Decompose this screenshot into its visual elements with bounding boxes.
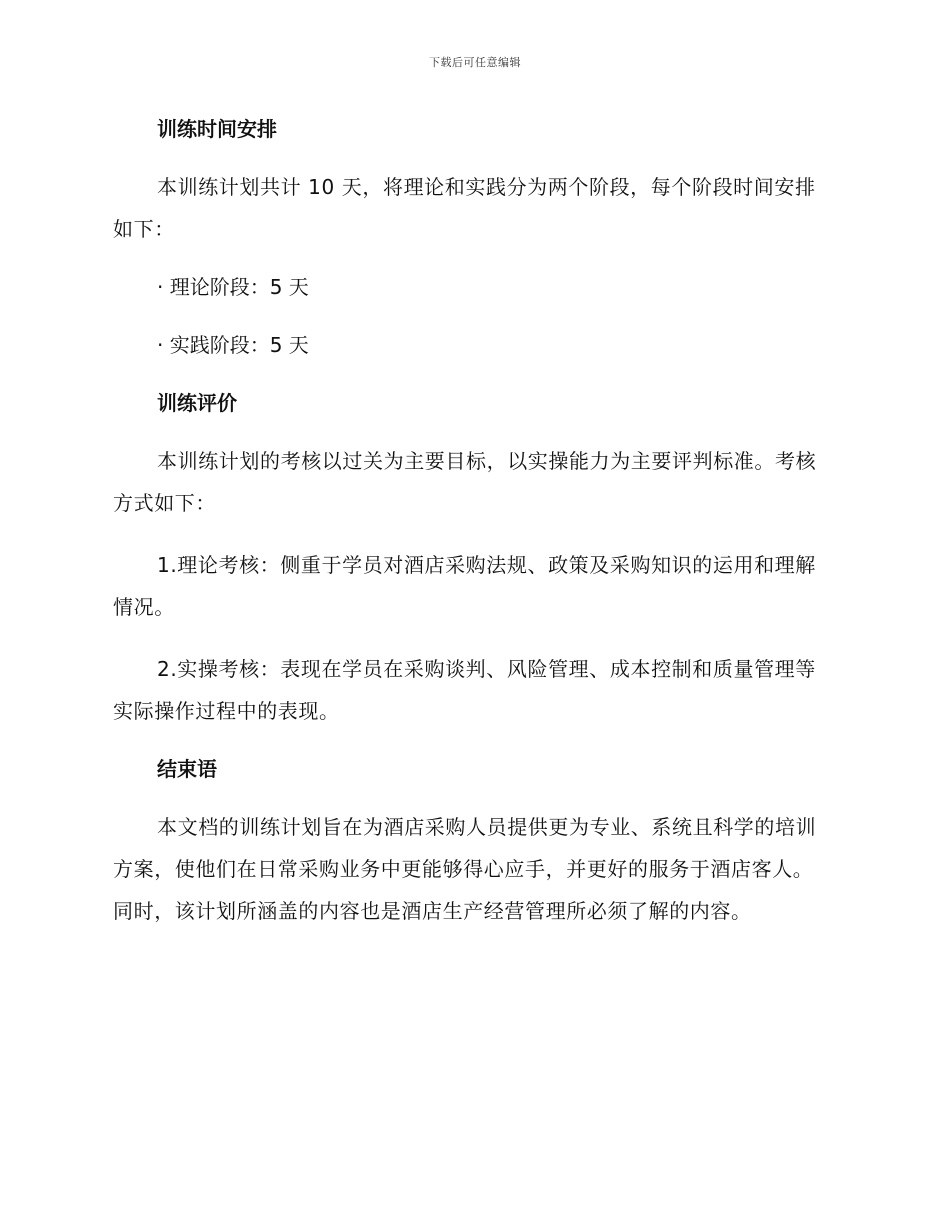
section-heading-conclusion: 结束语 [157,757,217,781]
evaluation-item-practice: 2.实操考核：表现在学员在采购谈判、风险管理、成本控制和质量管理等实际操作过程中的表现。 [113,657,816,723]
section-heading-schedule: 训练时间安排 [157,117,277,141]
page-header: 下载后可任意编辑 [429,56,521,69]
conclusion-paragraph: 本文档的训练计划旨在为酒店采购人员提供更为专业、系统且科学的培训方案，使他们在日常采购业务中更能够得心应手，并更好的服务于酒店客人。同时，该计划所涵盖的内容也是酒店生产经营管理所必须了解的内容。 [113,815,817,923]
evaluation-item-theory: 1.理论考核：侧重于学员对酒店采购法规、政策及采购知识的运用和理解情况。 [113,553,816,619]
schedule-item-practice: · 实践阶段：5 天 [157,333,309,357]
schedule-intro-paragraph: 本训练计划共计 10 天，将理论和实践分为两个阶段，每个阶段时间安排如下： [113,175,816,241]
evaluation-intro-paragraph: 本训练计划的考核以过关为主要目标，以实操能力为主要评判标准。考核方式如下： [113,449,817,515]
section-heading-evaluation: 训练评价 [157,391,237,415]
schedule-item-theory: · 理论阶段：5 天 [157,275,309,299]
document-body [113,112,831,932]
